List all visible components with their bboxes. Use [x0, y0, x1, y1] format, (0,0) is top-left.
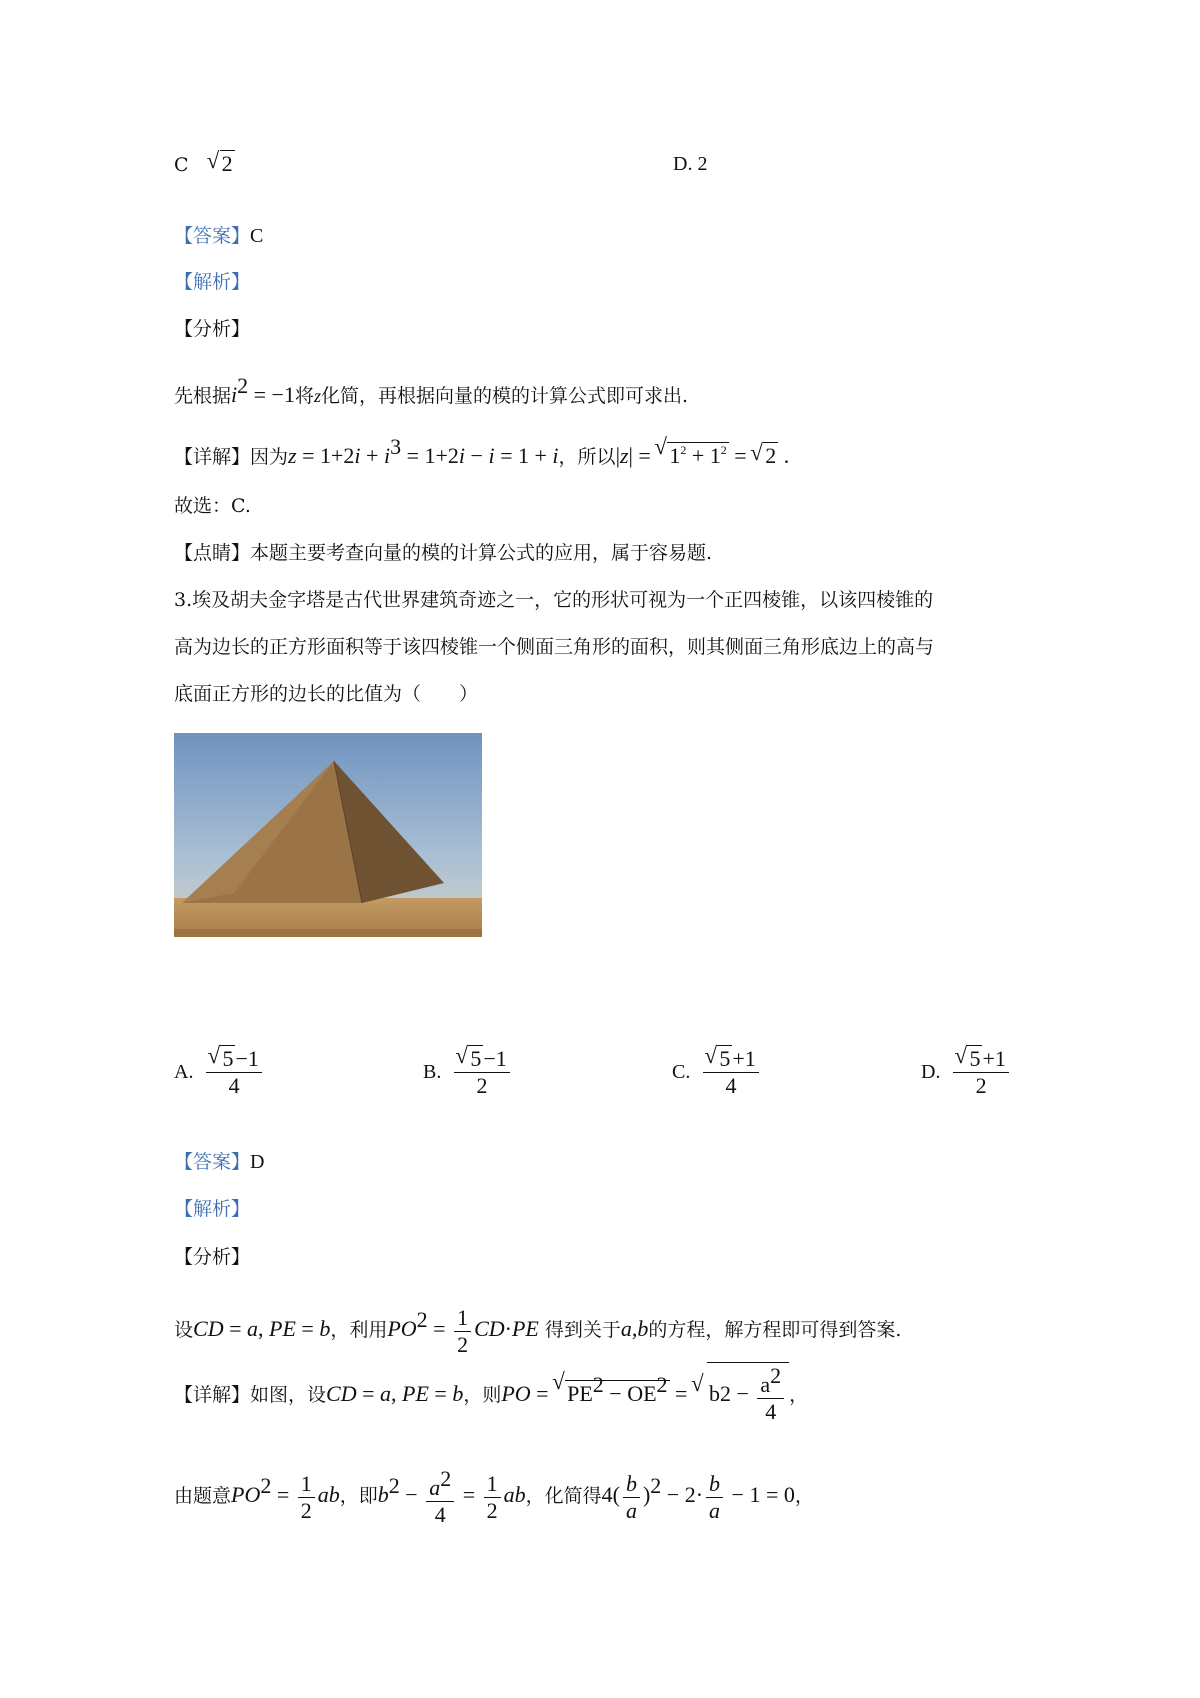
- text: 的方程，解方程即可得到答案.: [648, 1319, 902, 1341]
- q2-option-c: [174, 150, 235, 179]
- q3-option-b: B. √ $\frac{5-1}{2}$: [423, 1046, 513, 1099]
- text: ，: [794, 1485, 814, 1507]
- q2-analysis-tag: 【解析】: [174, 271, 251, 293]
- sqrt-2-result: √ 2: [752, 442, 778, 470]
- answer-value: C: [250, 225, 264, 247]
- q3-analysis-tag: 【解析】: [174, 1198, 251, 1220]
- q2-conclusion: 故选：C.: [174, 495, 251, 517]
- q3-stem-line-1: 3.埃及胡夫金字塔是古代世界建筑奇迹之一，它的形状可视为一个正四棱锥，以该四棱锥的: [174, 589, 934, 611]
- text: 由题意: [174, 1485, 232, 1507]
- q2-comment-line: [174, 539, 712, 567]
- q3-detail-line: 【详解】如图，设CD = a, PE = b，则PO = √ $PE^2 - OE^2$ = √ b 2 − $\frac{a^2}{4}$ ，: [174, 1360, 808, 1425]
- text: 设: [174, 1319, 194, 1341]
- sqrt-b-a: √ b 2 − $\frac{a^2}{4}$: [693, 1362, 789, 1425]
- q3-fenxi-line: 设CD = a, PE = b，利用$PO^2$ = $\frac{1}{2}$ CD·PE 得到关于a,b的方程，解方程即可得到答案.: [174, 1304, 902, 1357]
- answer-value: D: [250, 1151, 265, 1173]
- q3-stem-line-2: 高为边长的正方形面积等于该四棱锥一个侧面三角形的面积，则其侧面三角形底边上的高与: [174, 636, 935, 658]
- text: 化简，再根据向量的模的计算公式即可求出.: [321, 385, 689, 407]
- text: ，利用: [330, 1319, 388, 1341]
- q2-fenxi-tag: 【分析】: [174, 318, 251, 340]
- text: ，化简得: [525, 1485, 602, 1507]
- detail-tag: 【详解】: [174, 446, 251, 468]
- q2-answer-line: [174, 222, 263, 250]
- q3-answer-line: [174, 1148, 264, 1176]
- q3-option-d: D. √ $\frac{5+1}{2}$: [921, 1046, 1012, 1099]
- answer-tag: 【答案】: [174, 1151, 251, 1173]
- q3-stem-line-3: 底面正方形的边长的比值为（ ）: [174, 683, 479, 705]
- comment-tag: 【点睛】: [174, 542, 251, 564]
- sqrt-expr: √ $1^2 + 1^2$: [656, 436, 728, 470]
- comment-text: 本题主要考查向量的模的计算公式的应用，属于容易题.: [250, 542, 713, 564]
- q3-fenxi-tag: 【分析】: [174, 1246, 251, 1268]
- text: 将: [294, 385, 314, 407]
- sqrt-pe-oe: √ $PE^2 - OE^2$: [554, 1360, 669, 1419]
- pyramid-photo: [174, 733, 482, 937]
- q3-derive-line: 由题意$PO^2$ = $\frac{1}{2}$ ab，即$b^2$ − $\frac{a^2}{4}$ = $\frac{1}{2}$ ab，化简得4( $\frac{b}{a}$ )$^2$ − 2· $\frac{b}{a}$ − 1 = 0，: [174, 1466, 814, 1527]
- text: 因为: [250, 446, 289, 468]
- option-c-label: C: [174, 154, 189, 176]
- q3-option-a: A. √ $\frac{5-1}{4}$: [174, 1046, 265, 1099]
- text: 先根据: [174, 385, 232, 407]
- detail-tag: 【详解】: [174, 1384, 251, 1406]
- text: ，则: [463, 1384, 502, 1406]
- q2-option-d: D. 2: [673, 153, 708, 175]
- q2-fenxi-line: 先根据$i^2 = -1$将z化简，再根据向量的模的计算公式即可求出.: [174, 373, 689, 407]
- answer-tag: 【答案】: [174, 225, 251, 247]
- text: ，: [789, 1384, 809, 1406]
- text: 得到关于: [544, 1319, 621, 1341]
- text: 如图，设: [250, 1384, 327, 1406]
- q3-option-c: C. √ $\frac{5+1}{4}$: [672, 1046, 762, 1099]
- q2-detail-line: 【详解】因为$z = 1+2i + i^3 = 1+2i - i = 1 + i$，所以|z| = √ $1^2 + 1^2$ = √ 2 .: [174, 433, 789, 471]
- text: ，所以: [558, 446, 616, 468]
- text: ，即: [339, 1485, 378, 1507]
- sqrt-2: √ 2: [209, 150, 235, 178]
